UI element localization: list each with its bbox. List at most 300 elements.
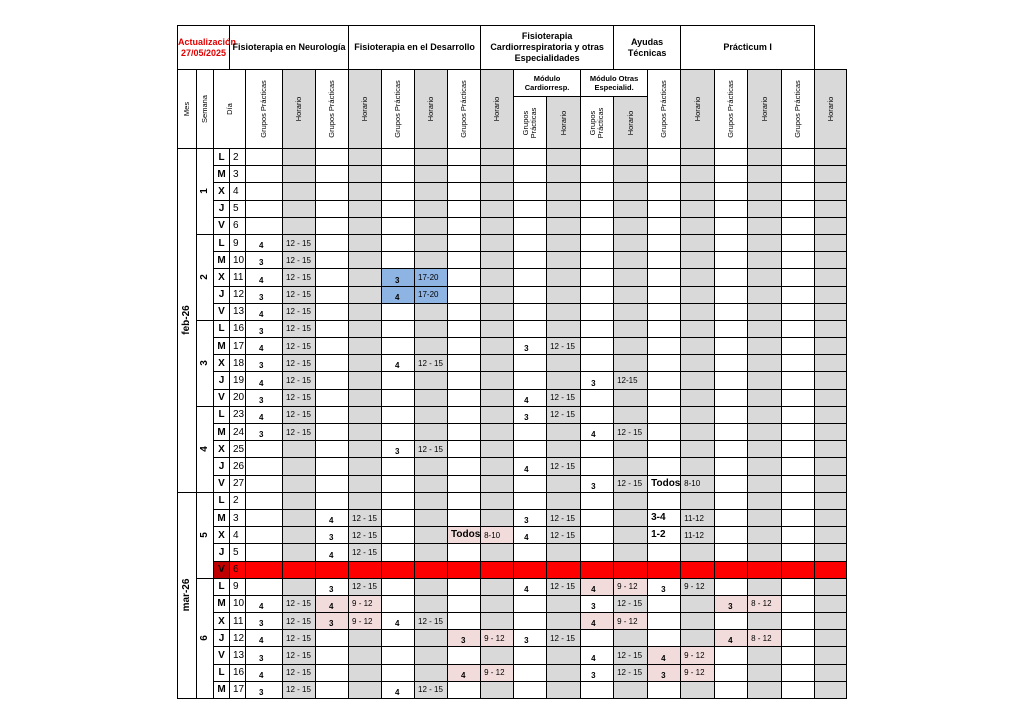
- horario-cell: [415, 183, 448, 200]
- grupos-cell: [581, 681, 614, 698]
- day-letter: J: [214, 630, 230, 647]
- horario-cell: [614, 441, 648, 458]
- col-grupos-header: Grupos Prácticas: [514, 97, 547, 149]
- horario-cell: [681, 561, 715, 578]
- horario-cell: 9 - 12: [614, 613, 648, 630]
- horario-cell: [614, 217, 648, 234]
- horario-cell: [415, 252, 448, 269]
- grupos-cell: [316, 338, 349, 355]
- horario-cell: 9 - 12: [481, 664, 514, 681]
- horario-cell: 12 - 15: [614, 424, 648, 441]
- grupos-cell: [246, 149, 283, 166]
- day-number: 4: [230, 183, 246, 200]
- day-number: 12: [230, 630, 246, 647]
- grupos-cell: [514, 269, 547, 286]
- horario-cell: [481, 269, 514, 286]
- horario-cell: [283, 166, 316, 183]
- horario-cell: [349, 441, 382, 458]
- horario-cell: [415, 338, 448, 355]
- horario-cell: [349, 320, 382, 337]
- grupos-cell: [246, 509, 283, 526]
- horario-cell: [415, 389, 448, 406]
- horario-cell: [349, 166, 382, 183]
- grupos-cell: [715, 406, 748, 423]
- grupos-cell: [448, 578, 481, 595]
- col-horario-header: Horario: [681, 70, 715, 149]
- grupos-cell: [448, 561, 481, 578]
- grupos-cell: [782, 561, 815, 578]
- horario-cell: [815, 458, 847, 475]
- grupos-cell: 3: [448, 630, 481, 647]
- grupos-cell: 3: [514, 338, 547, 355]
- grupos-cell: [581, 303, 614, 320]
- horario-cell: [283, 441, 316, 458]
- grupos-cell: [782, 424, 815, 441]
- schedule-row: [178, 681, 847, 698]
- grupos-cell: [782, 389, 815, 406]
- grupos-cell: [514, 595, 547, 612]
- grupos-cell: [715, 441, 748, 458]
- grupos-cell: [715, 183, 748, 200]
- schedule-row: [178, 647, 847, 664]
- grupos-cell: [648, 630, 681, 647]
- grupos-cell: [648, 355, 681, 372]
- schedule-row: [178, 320, 847, 337]
- horario-cell: [815, 647, 847, 664]
- horario-cell: [815, 338, 847, 355]
- horario-cell: [815, 681, 847, 698]
- grupos-cell: [782, 475, 815, 492]
- grupos-cell: [715, 234, 748, 251]
- horario-cell: [283, 492, 316, 509]
- horario-cell: [614, 406, 648, 423]
- horario-cell: 12 - 15: [349, 527, 382, 544]
- horario-cell: [283, 561, 316, 578]
- grupos-cell: [316, 269, 349, 286]
- day-letter: L: [214, 149, 230, 166]
- horario-cell: [681, 492, 715, 509]
- grupos-cell: [382, 544, 415, 561]
- grupos-cell: [316, 664, 349, 681]
- horario-cell: [415, 578, 448, 595]
- grupos-cell: [514, 681, 547, 698]
- horario-cell: [349, 561, 382, 578]
- col-grupos-header: Grupos Prácticas: [715, 70, 748, 149]
- horario-cell: [748, 234, 782, 251]
- grupos-cell: [782, 166, 815, 183]
- horario-cell: [481, 183, 514, 200]
- grupos-cell: [316, 372, 349, 389]
- horario-cell: [415, 149, 448, 166]
- horario-cell: 12 - 15: [283, 303, 316, 320]
- grupos-cell: [715, 200, 748, 217]
- grupos-cell: [448, 166, 481, 183]
- grupos-cell: [581, 509, 614, 526]
- grupos-cell: [648, 595, 681, 612]
- grupos-cell: [382, 595, 415, 612]
- schedule-row: [178, 595, 847, 612]
- grupos-cell: [648, 441, 681, 458]
- horario-cell: [614, 200, 648, 217]
- grupos-cell: [316, 217, 349, 234]
- week-cell: 6: [197, 578, 214, 698]
- schedule-row: [178, 286, 847, 303]
- horario-cell: [283, 149, 316, 166]
- grupos-cell: [581, 269, 614, 286]
- grupos-cell: [648, 338, 681, 355]
- grupos-cell: [648, 252, 681, 269]
- horario-cell: [815, 509, 847, 526]
- horario-cell: [748, 544, 782, 561]
- col-grupos-header: Grupos Prácticas: [246, 70, 283, 149]
- grupos-cell: [514, 492, 547, 509]
- grupos-cell: [782, 578, 815, 595]
- horario-cell: 12 - 15: [547, 458, 581, 475]
- grupos-cell: [782, 441, 815, 458]
- horario-cell: [415, 406, 448, 423]
- schedule-row: [178, 613, 847, 630]
- horario-cell: [547, 355, 581, 372]
- horario-cell: 9 - 12: [481, 630, 514, 647]
- grupos-cell: [782, 509, 815, 526]
- horario-cell: [481, 544, 514, 561]
- day-number: 27: [230, 475, 246, 492]
- horario-cell: [748, 664, 782, 681]
- group-cardio-header: Fisioterapia Cardiorrespiratoria y otras Especialidades: [481, 26, 614, 70]
- grupos-cell: [514, 544, 547, 561]
- grupos-cell: [715, 166, 748, 183]
- horario-cell: 12 - 15: [415, 613, 448, 630]
- grupos-cell: 4: [246, 234, 283, 251]
- grupos-cell: [514, 647, 547, 664]
- grupos-cell: 3: [316, 578, 349, 595]
- horario-cell: [614, 355, 648, 372]
- grupos-cell: [715, 355, 748, 372]
- horario-cell: [349, 200, 382, 217]
- grupos-cell: 3: [246, 320, 283, 337]
- horario-cell: 9 - 12: [681, 664, 715, 681]
- horario-cell: [614, 286, 648, 303]
- horario-cell: 12 - 15: [547, 578, 581, 595]
- grupos-cell: [246, 561, 283, 578]
- horario-cell: [481, 595, 514, 612]
- grupos-cell: [715, 475, 748, 492]
- horario-cell: [481, 613, 514, 630]
- grupos-cell: [382, 234, 415, 251]
- horario-cell: [614, 149, 648, 166]
- grupos-cell: 1-2: [648, 527, 681, 544]
- schedule-row: [178, 200, 847, 217]
- day-number: 13: [230, 647, 246, 664]
- horario-cell: [681, 166, 715, 183]
- day-number: 10: [230, 252, 246, 269]
- grupos-cell: 4: [581, 647, 614, 664]
- schedule-row: [178, 406, 847, 423]
- col-grupos-header: Grupos Prácticas: [448, 70, 481, 149]
- horario-cell: [681, 372, 715, 389]
- horario-cell: 12 - 15: [283, 389, 316, 406]
- horario-cell: [547, 286, 581, 303]
- schedule-row: [178, 630, 847, 647]
- grupos-cell: [514, 200, 547, 217]
- day-letter: X: [214, 613, 230, 630]
- grupos-cell: [448, 183, 481, 200]
- horario-cell: [547, 561, 581, 578]
- grupos-cell: 3: [514, 630, 547, 647]
- grupos-cell: [448, 475, 481, 492]
- horario-cell: [415, 647, 448, 664]
- horario-cell: 12 - 15: [283, 286, 316, 303]
- horario-cell: [815, 149, 847, 166]
- horario-cell: [815, 544, 847, 561]
- grupos-cell: [382, 166, 415, 183]
- col-horario-header: Horario: [614, 97, 648, 149]
- grupos-cell: [514, 166, 547, 183]
- horario-cell: [283, 509, 316, 526]
- horario-cell: [681, 286, 715, 303]
- grupos-cell: [715, 389, 748, 406]
- grupos-cell: [246, 217, 283, 234]
- horario-cell: 12 - 15: [283, 355, 316, 372]
- grupos-cell: [715, 492, 748, 509]
- horario-cell: [547, 166, 581, 183]
- grupos-cell: [382, 338, 415, 355]
- horario-cell: [815, 252, 847, 269]
- day-letter: L: [214, 578, 230, 595]
- horario-cell: [614, 509, 648, 526]
- horario-cell: 12 - 15: [349, 578, 382, 595]
- horario-cell: [748, 492, 782, 509]
- day-number: 16: [230, 320, 246, 337]
- grupos-cell: [246, 475, 283, 492]
- grupos-cell: [581, 527, 614, 544]
- grupos-cell: [581, 544, 614, 561]
- day-letter: V: [214, 561, 230, 578]
- horario-cell: [481, 166, 514, 183]
- grupos-cell: [448, 149, 481, 166]
- schedule-row: [178, 389, 847, 406]
- horario-cell: [681, 234, 715, 251]
- horario-cell: [283, 527, 316, 544]
- horario-cell: 9 - 12: [614, 578, 648, 595]
- horario-cell: [415, 234, 448, 251]
- grupos-cell: 3: [246, 355, 283, 372]
- day-number: 17: [230, 338, 246, 355]
- grupos-cell: 4: [246, 630, 283, 647]
- schedule-row: [178, 424, 847, 441]
- grupos-cell: [246, 166, 283, 183]
- horario-cell: [415, 200, 448, 217]
- grupos-cell: [382, 303, 415, 320]
- horario-cell: [614, 269, 648, 286]
- day-number: 9: [230, 578, 246, 595]
- day-number: 6: [230, 217, 246, 234]
- grupos-cell: [448, 595, 481, 612]
- day-number: 26: [230, 458, 246, 475]
- grupos-cell: [782, 595, 815, 612]
- day-letter: J: [214, 286, 230, 303]
- horario-cell: [681, 217, 715, 234]
- horario-cell: [748, 647, 782, 664]
- grupos-cell: [316, 458, 349, 475]
- horario-cell: [547, 320, 581, 337]
- day-number: 25: [230, 441, 246, 458]
- grupos-cell: [715, 286, 748, 303]
- grupos-cell: [316, 475, 349, 492]
- grupos-cell: [581, 441, 614, 458]
- horario-cell: [614, 527, 648, 544]
- grupos-cell: [648, 406, 681, 423]
- grupos-cell: [514, 372, 547, 389]
- horario-cell: [415, 320, 448, 337]
- horario-cell: [681, 544, 715, 561]
- horario-cell: [283, 200, 316, 217]
- horario-cell: [349, 355, 382, 372]
- grupos-cell: [448, 355, 481, 372]
- grupos-cell: [316, 406, 349, 423]
- horario-cell: [547, 234, 581, 251]
- grupos-cell: [782, 183, 815, 200]
- grupos-cell: [316, 200, 349, 217]
- horario-cell: [415, 166, 448, 183]
- horario-cell: [415, 630, 448, 647]
- horario-cell: 12 - 15: [283, 338, 316, 355]
- grupos-cell: [782, 406, 815, 423]
- day-number: 24: [230, 424, 246, 441]
- horario-cell: [481, 217, 514, 234]
- horario-cell: [748, 527, 782, 544]
- horario-cell: [547, 183, 581, 200]
- horario-cell: [349, 475, 382, 492]
- grupos-cell: [514, 355, 547, 372]
- day-letter: L: [214, 320, 230, 337]
- day-number: 11: [230, 269, 246, 286]
- grupos-cell: 4: [514, 458, 547, 475]
- horario-cell: [815, 217, 847, 234]
- grupos-cell: [448, 441, 481, 458]
- grupos-cell: 3: [246, 389, 283, 406]
- grupos-cell: [382, 200, 415, 217]
- grupos-cell: [382, 475, 415, 492]
- horario-cell: [748, 338, 782, 355]
- horario-cell: 12 - 15: [283, 372, 316, 389]
- day-letter: L: [214, 406, 230, 423]
- col-grupos-header: Grupos Prácticas: [316, 70, 349, 149]
- horario-cell: [481, 355, 514, 372]
- grupos-cell: 4: [316, 509, 349, 526]
- horario-cell: [748, 424, 782, 441]
- grupos-cell: [514, 252, 547, 269]
- horario-cell: 12 - 15: [547, 527, 581, 544]
- horario-cell: [415, 303, 448, 320]
- horario-cell: [681, 389, 715, 406]
- grupos-cell: [514, 475, 547, 492]
- horario-cell: [748, 303, 782, 320]
- horario-cell: [547, 200, 581, 217]
- horario-cell: [415, 664, 448, 681]
- grupos-cell: 4: [246, 664, 283, 681]
- col-horario-header: Horario: [815, 70, 847, 149]
- grupos-cell: [648, 561, 681, 578]
- horario-cell: [748, 286, 782, 303]
- horario-cell: [481, 372, 514, 389]
- day-number: 10: [230, 595, 246, 612]
- horario-cell: [415, 458, 448, 475]
- day-letter: L: [214, 234, 230, 251]
- grupos-cell: [246, 578, 283, 595]
- grupos-cell: [316, 441, 349, 458]
- grupos-cell: 3: [514, 406, 547, 423]
- grupos-cell: [715, 561, 748, 578]
- horario-cell: [748, 681, 782, 698]
- grupos-cell: [448, 424, 481, 441]
- grupos-cell: [715, 320, 748, 337]
- horario-cell: 12 - 15: [415, 355, 448, 372]
- horario-cell: [681, 269, 715, 286]
- grupos-cell: [581, 200, 614, 217]
- grupos-cell: [514, 149, 547, 166]
- horario-cell: [681, 252, 715, 269]
- grupos-cell: [648, 320, 681, 337]
- horario-cell: [815, 234, 847, 251]
- horario-cell: [614, 389, 648, 406]
- horario-cell: [547, 217, 581, 234]
- horario-cell: 8-10: [681, 475, 715, 492]
- grupos-cell: 4: [382, 286, 415, 303]
- horario-cell: [283, 183, 316, 200]
- day-letter: M: [214, 338, 230, 355]
- grupos-cell: 4: [246, 595, 283, 612]
- horario-cell: [415, 424, 448, 441]
- grupos-cell: [316, 183, 349, 200]
- grupos-cell: 4: [514, 527, 547, 544]
- schedule-row: [178, 458, 847, 475]
- horario-cell: [815, 355, 847, 372]
- horario-cell: [547, 595, 581, 612]
- day-letter: V: [214, 389, 230, 406]
- horario-cell: [681, 458, 715, 475]
- day-number: 9: [230, 234, 246, 251]
- grupos-cell: [316, 492, 349, 509]
- grupos-cell: [382, 252, 415, 269]
- day-letter: M: [214, 166, 230, 183]
- horario-cell: 8 - 12: [748, 630, 782, 647]
- day-number: 4: [230, 527, 246, 544]
- grupos-cell: [514, 561, 547, 578]
- group-desarrollo-header: Fisioterapia en el Desarrollo: [349, 26, 481, 70]
- horario-cell: [681, 355, 715, 372]
- horario-cell: [815, 595, 847, 612]
- grupos-cell: 3: [316, 527, 349, 544]
- grupos-cell: [715, 613, 748, 630]
- horario-cell: 12 - 15: [283, 647, 316, 664]
- col-horario-header: Horario: [547, 97, 581, 149]
- horario-cell: 12 - 15: [614, 475, 648, 492]
- col-grupos-header: Grupos Prácticas: [782, 70, 815, 149]
- horario-cell: [547, 664, 581, 681]
- horario-cell: 12 - 15: [547, 389, 581, 406]
- day-letter: M: [214, 509, 230, 526]
- grupos-cell: 3: [246, 647, 283, 664]
- horario-cell: [415, 372, 448, 389]
- horario-cell: [681, 183, 715, 200]
- grupos-cell: [382, 458, 415, 475]
- schedule-row: [178, 527, 847, 544]
- grupos-cell: [448, 492, 481, 509]
- grupos-cell: [514, 613, 547, 630]
- horario-cell: [481, 286, 514, 303]
- grupos-cell: [514, 286, 547, 303]
